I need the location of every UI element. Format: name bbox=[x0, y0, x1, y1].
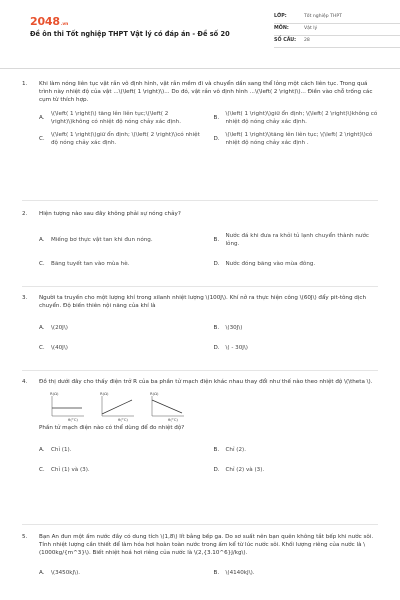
question-5 bbox=[22, 533, 378, 577]
option-text: \(\left( 1 \right)\) tăng lên liên tục;\(\left( 2 \right)\)không có nhiệt độ nóng chảy xác định. bbox=[51, 111, 181, 126]
question-number: 2. bbox=[22, 211, 28, 217]
option-letter: C. bbox=[39, 135, 45, 142]
exam-title: Đề ôn thi Tốt nghiệp THPT Vật lý có đáp án - Đề số 20 bbox=[30, 30, 230, 38]
question-divider bbox=[22, 524, 378, 525]
question-subtext-row bbox=[22, 424, 378, 432]
header-divider bbox=[0, 68, 400, 69]
meta-label: LỚP: bbox=[274, 14, 287, 20]
option-letter: B. bbox=[213, 237, 220, 244]
graph-x-label: θ(°C) bbox=[68, 417, 78, 423]
option-letter: B. bbox=[213, 447, 220, 454]
question-divider bbox=[22, 200, 378, 201]
question-stem bbox=[22, 533, 378, 557]
option-text: \(4140kJ\). bbox=[225, 570, 255, 577]
option-a[interactable] bbox=[39, 569, 204, 577]
option-letter: A. bbox=[39, 570, 45, 577]
graph-2-curve bbox=[102, 400, 132, 414]
graph-x-label: θ(°C) bbox=[118, 417, 128, 423]
options bbox=[39, 324, 378, 352]
exam-meta bbox=[274, 12, 400, 48]
option-c[interactable] bbox=[39, 466, 204, 474]
option-letter: C. bbox=[39, 467, 45, 474]
question-stem bbox=[22, 378, 378, 386]
question-2 bbox=[22, 210, 378, 268]
option-a[interactable] bbox=[39, 232, 204, 248]
question-number: 5. bbox=[22, 534, 28, 540]
question-text: Khi làm nóng liên tục vật rắn vô định hình, vật rắn mềm đi và chuyển dần sang thể lỏng một cách liên tục. Trong quá trình này nhiệt độ của vật ...\(\left( 1 \right)\)... Do đó, vật rắn vô định hình ...\(\left( 2 \right)\)... Điền vào chỗ trống các cụm từ thích hợp. bbox=[39, 81, 373, 104]
option-text: Chỉ (2). bbox=[225, 447, 246, 454]
option-b[interactable] bbox=[214, 110, 379, 126]
option-text: Chỉ (1) và (3). bbox=[51, 467, 90, 474]
option-a[interactable] bbox=[39, 446, 204, 454]
option-d[interactable] bbox=[214, 466, 379, 474]
graph-1 bbox=[48, 390, 84, 423]
option-text: \(40J\) bbox=[51, 345, 68, 352]
question-text: Đồ thị dưới đây cho thấy điện trở R của ba phần tử mạch điện khác nhau thay đổi như thế nào theo nhiệt độ \(\theta \). bbox=[39, 379, 373, 385]
question-1 bbox=[22, 80, 378, 147]
graph-x-label: θ(°C) bbox=[168, 417, 178, 423]
option-text: Chỉ (2) và (3). bbox=[225, 467, 265, 474]
question-stem bbox=[22, 210, 378, 218]
option-text: \( - 30J\) bbox=[225, 345, 248, 352]
question-number: 4. bbox=[22, 379, 28, 385]
meta-value: Tốt nghiệp THPT bbox=[304, 14, 342, 20]
site-logo[interactable]: 2048.vn bbox=[30, 15, 69, 28]
question-text: Bạn An đun một ấm nước đầy có dung tích \(1,8\) lít bằng bếp ga. Do sơ suất nên bạn quên không tắt bếp khi nước sôi. Tính nhiệt lượng cần thiết để làm hóa hơi hoàn toàn nước trong ấm kể từ lúc nước sôi. Khối lượng riêng của nước là \(1000kg/{m^3}\). Biết nhiệt hoá hơi riêng của nước là \(2,{3.10^6}J/kg\). bbox=[39, 534, 374, 557]
question-number: 3. bbox=[22, 295, 28, 301]
option-c[interactable] bbox=[39, 344, 204, 352]
option-text: \(\left( 1 \right)\)giữ ổn định; \(\left( 2 \right)\)không có nhiệt độ nóng chảy xác định. bbox=[225, 111, 378, 126]
option-letter: A. bbox=[39, 115, 45, 122]
option-letter: D. bbox=[213, 135, 220, 142]
question-text: Người ta truyền cho một lượng khí trong xilanh nhiệt lượng \(100J\). Khí nở ra thực hiện công \(60J\) đẩy pit-tông dịch chuyển. Độ biến thiên nội năng của khí là bbox=[39, 295, 367, 310]
option-letter: D. bbox=[213, 467, 220, 474]
graph-y-label: R(Ω) bbox=[150, 391, 159, 397]
question-divider bbox=[22, 286, 378, 287]
option-letter: A. bbox=[39, 447, 45, 454]
question-divider bbox=[22, 370, 378, 371]
option-letter: B. bbox=[213, 115, 220, 122]
option-c[interactable] bbox=[39, 131, 204, 147]
option-b[interactable] bbox=[214, 324, 379, 332]
option-d[interactable] bbox=[214, 344, 379, 352]
option-d[interactable] bbox=[214, 260, 379, 268]
question-stem bbox=[22, 294, 378, 310]
question-3 bbox=[22, 294, 378, 352]
question-stem bbox=[22, 80, 378, 104]
option-text: Chỉ (1). bbox=[51, 447, 72, 454]
question-4 bbox=[22, 378, 378, 474]
option-text: Băng tuyết tan vào mùa hè. bbox=[51, 261, 130, 268]
option-a[interactable] bbox=[39, 324, 204, 332]
option-text: Nước đá khi đưa ra khỏi tủ lạnh chuyển thành nước lỏng. bbox=[225, 233, 369, 248]
options bbox=[39, 110, 378, 146]
options bbox=[39, 446, 378, 474]
option-text: Nước đóng băng vào mùa đông. bbox=[225, 261, 316, 268]
option-text: \(20J\) bbox=[51, 325, 68, 332]
option-c[interactable] bbox=[39, 260, 204, 268]
graph-y-label: R(Ω) bbox=[100, 391, 109, 397]
meta-label: SỐ CÂU: bbox=[274, 38, 297, 44]
option-b[interactable] bbox=[214, 446, 379, 454]
options bbox=[39, 569, 378, 577]
meta-subject-row bbox=[274, 24, 400, 36]
meta-value: Vật lý bbox=[304, 26, 318, 32]
meta-value: 28 bbox=[304, 38, 310, 44]
option-text: \(3450kJ\). bbox=[51, 570, 81, 577]
graph-2 bbox=[98, 390, 134, 423]
option-letter: B. bbox=[213, 570, 220, 577]
option-text: \(\left( 1 \right)\)tăng lên liên tục; \(\left( 2 \right)\)có nhiệt độ nóng chảy xác định . bbox=[225, 131, 373, 146]
option-text: \(\left( 1 \right)\)giữ ổn định; \(\left( 2 \right)\)có nhiệt độ nóng chảy xác định. bbox=[51, 131, 200, 146]
option-text: Miếng bơ thực vật tan khi đun nóng. bbox=[51, 237, 153, 244]
meta-label: MÔN: bbox=[274, 26, 289, 32]
option-b[interactable] bbox=[214, 232, 379, 248]
options bbox=[39, 232, 378, 268]
question-number: 1. bbox=[22, 81, 28, 87]
question-text: Hiện tượng nào sau đây không phải sự nóng chảy? bbox=[39, 211, 181, 217]
option-a[interactable] bbox=[39, 110, 204, 126]
option-letter: D. bbox=[213, 261, 220, 268]
option-letter: A. bbox=[39, 325, 45, 332]
graph-y-label: R(Ω) bbox=[50, 391, 59, 397]
option-b[interactable] bbox=[214, 569, 379, 577]
option-text: \(30J\) bbox=[225, 325, 243, 332]
option-letter: D. bbox=[213, 345, 220, 352]
option-letter: C. bbox=[39, 261, 45, 268]
meta-class-row bbox=[274, 12, 400, 24]
page-header bbox=[22, 0, 378, 62]
question-subtext: Phần tử mạch điện nào có thể dùng để đo nhiệt độ? bbox=[39, 425, 185, 432]
option-letter: C. bbox=[39, 345, 45, 352]
resistance-graphs bbox=[48, 390, 378, 423]
graph-3-curve bbox=[152, 400, 182, 413]
graph-3 bbox=[148, 390, 184, 423]
option-letter: B. bbox=[213, 325, 220, 332]
option-d[interactable] bbox=[214, 131, 379, 147]
meta-count-row bbox=[274, 36, 400, 48]
option-letter: A. bbox=[39, 237, 45, 244]
